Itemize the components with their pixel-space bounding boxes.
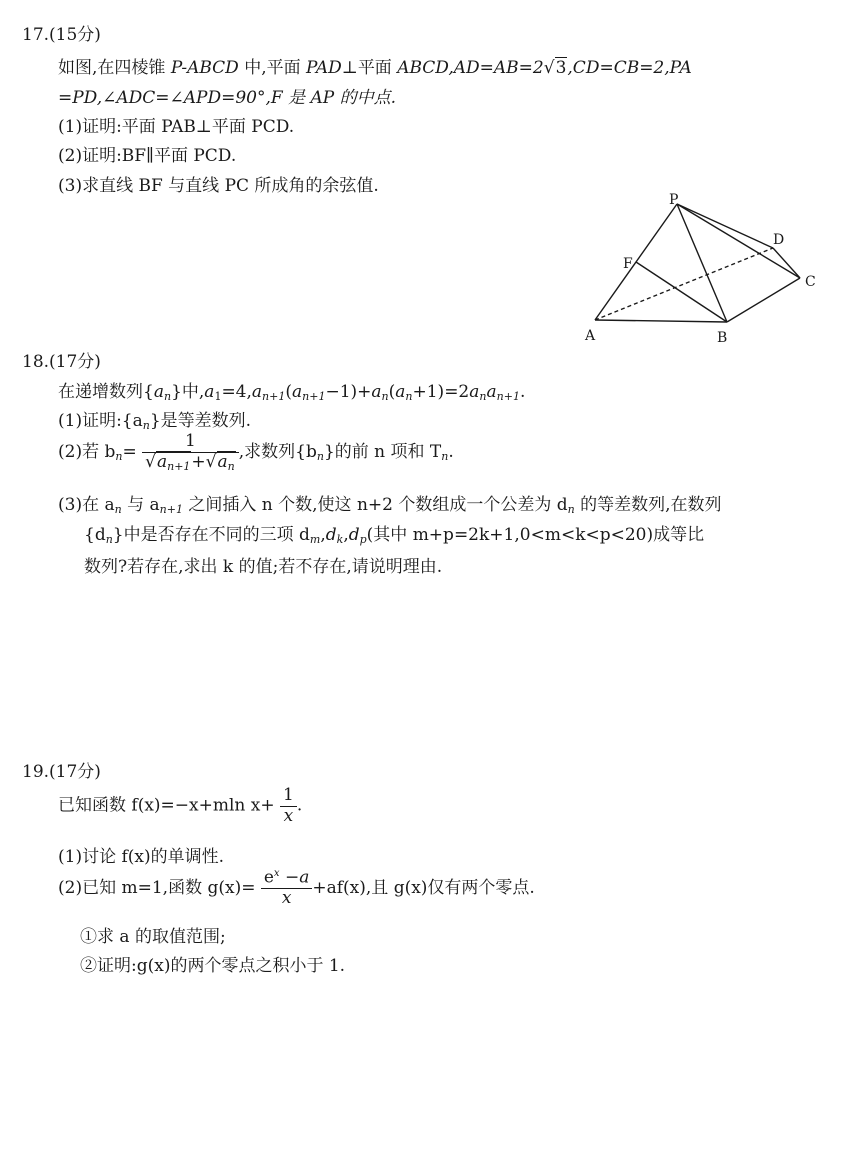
sub-n1: n+1 [167, 459, 191, 473]
sub-n: n [142, 419, 150, 432]
label-a: A [585, 328, 596, 344]
q19-stem-text: 已知函数 f(x)=−x+mln x+ [58, 795, 275, 816]
q18-fraction [142, 432, 239, 473]
q18-stem-text: }中, [171, 382, 205, 402]
period: . [296, 795, 303, 816]
q18-part1-tail: }是等差数列. [149, 411, 252, 431]
q18-a1-eq: =4, [221, 382, 252, 402]
label-p: P [669, 192, 679, 208]
pyramid-figure [575, 190, 835, 350]
q19-sub1: ①求 a 的取值范围; [80, 927, 226, 947]
q17-part3: (3)求直线 BF 与直线 PC 所成角的余弦值. [58, 176, 379, 196]
period: . [519, 382, 526, 402]
edge-ad-hidden [595, 248, 773, 320]
q18-part2-text: }的前 n 项和 T [323, 442, 442, 463]
q19-part1: (1)讨论 f(x)的单调性. [58, 847, 225, 867]
edge-ab [595, 320, 727, 322]
q18-part2-text: (2)若 b [58, 442, 116, 463]
sub-n1: n+1 [159, 503, 183, 516]
frac-numerator [261, 868, 313, 888]
q19-stem [58, 786, 302, 826]
q19-fraction [280, 786, 297, 826]
sub-n: n [479, 390, 487, 403]
q17-plane-pad: PAD [306, 58, 342, 78]
q18-part3-text: (3)在 a [58, 495, 115, 515]
eq-sign: = [122, 442, 137, 463]
q19-sub2: ②证明:g(x)的两个零点之积小于 1. [80, 956, 346, 976]
q18-stem-text: 在递增数列{ [58, 382, 154, 402]
var-a: a [371, 382, 382, 402]
q17-stem-text: 中,平面 [244, 58, 301, 78]
q17-lengths: ,AD=AB=2 [448, 58, 544, 78]
frac-numerator: 1 [283, 785, 294, 805]
q17-stem-line1 [58, 53, 692, 78]
period: . [448, 442, 454, 463]
segment-fb [636, 262, 727, 322]
q17-plane-abcd: ABCD [397, 58, 449, 78]
q18-part3-text: (其中 m+p=2k+1,0<m<k<p<20)成等比 [366, 525, 705, 545]
sub-n: n [163, 390, 172, 403]
exp-e: e [263, 867, 274, 888]
q17-part1: (1)证明:平面 PAB⊥平面 PCD. [58, 117, 295, 137]
var-a: a [486, 382, 497, 402]
q18-part3-text: }中是否存在不同的三项 d [112, 525, 310, 545]
var-a: a [251, 382, 263, 402]
q18-part2 [58, 432, 454, 473]
var-a: a [156, 451, 168, 472]
sub-n: n [316, 450, 324, 464]
q17-stem-text: 平面 [357, 58, 392, 78]
var-a: a [469, 382, 480, 402]
label-f: F [623, 256, 633, 272]
q17-sqrt3: 3 [555, 58, 567, 78]
edge-bc [727, 278, 800, 322]
q18-part3-line3: 数列?若存在,求出 k 的值;若不存在,请说明理由. [84, 557, 443, 577]
sqrt-symbol: √ [543, 58, 555, 78]
var-a: a [395, 382, 406, 402]
q18-score: (17分) [49, 352, 101, 372]
var-a: a [217, 451, 228, 472]
q17-part2: (2)证明:BF∥平面 PCD. [58, 146, 237, 166]
frac-denominator: x [280, 806, 297, 827]
sub-n: n [567, 503, 575, 516]
q18-part3-text: {d [84, 525, 106, 545]
sub-n: n [105, 533, 113, 546]
q18-part3-text: 的等差数列,在数列 [574, 495, 722, 515]
q19-part2-fraction [261, 868, 313, 909]
frac-numerator: 1 [185, 431, 196, 451]
edge-cd [773, 248, 800, 278]
label-b: B [717, 330, 728, 346]
sub-n: n [114, 503, 122, 516]
q17-stem-text: 如图,在四棱锥 [58, 58, 166, 78]
var-a: a [153, 382, 164, 402]
sub-n: n [405, 390, 413, 403]
q19-part2 [58, 868, 535, 909]
q19-part2-text: (2)已知 m=1,函数 g(x)= [58, 877, 256, 898]
q17-header [22, 20, 101, 45]
frac-denominator: x [261, 888, 313, 909]
sub-n1: n+1 [302, 390, 326, 403]
q18-part3-line2: $\{d_n\}$中是否存在不同的三项 $d_m,d_k,d_p$(其中 m+p=2k+1,0<m<k<p<20)成等比 [84, 525, 705, 546]
sub-n: n [381, 390, 389, 403]
edge-pd [677, 204, 773, 248]
q18-part3-line1 [58, 490, 722, 516]
sub-n: n [441, 450, 449, 464]
perp-symbol: ⊥ [341, 58, 358, 78]
q19-part2-text: +af(x),且 g(x)仅有两个零点. [312, 877, 535, 898]
var-a: a [292, 382, 303, 402]
q19-header [22, 757, 101, 782]
q19-score: (17分) [49, 762, 101, 782]
sub-m: m [309, 533, 321, 546]
q17-score: (15分) [49, 25, 101, 45]
q17-number: 17. [22, 25, 50, 45]
sub-n1: n+1 [496, 390, 520, 403]
sub-k: k [336, 533, 344, 546]
eq-part: +1)=2 [412, 382, 470, 402]
eq-part: ( [388, 382, 396, 402]
eq-part: ( [285, 382, 292, 402]
q19-number: 19. [22, 762, 50, 782]
minus-a: −a [279, 867, 310, 888]
sub-n1: n+1 [262, 390, 286, 403]
q18-part1-text: (1)证明:{a [58, 411, 143, 431]
q18-part3-text: 与 a [121, 495, 160, 515]
edge-pb [677, 204, 727, 322]
q18-part2-text: ,求数列{b [238, 442, 317, 463]
q17-stem-line2: =PD,∠ADC=∠APD=90°,F 是 AP 的中点. [58, 88, 397, 108]
sub-p: p [359, 533, 367, 546]
q18-header [22, 347, 101, 372]
var-a: a [204, 382, 215, 402]
q18-stem [58, 377, 525, 403]
q18-part1 [58, 406, 251, 432]
frac-denominator: $√a_{n+1}+√a_n$ [142, 452, 239, 474]
q17-pyramid: P-ABCD [170, 58, 239, 78]
label-c: C [805, 274, 816, 290]
q17-lengths-2: ,CD=CB=2,PA [567, 58, 692, 78]
label-d: D [773, 232, 785, 248]
sub-n: n [115, 450, 123, 464]
sub-1: 1 [214, 390, 222, 403]
eq-part: −1)+ [325, 382, 372, 402]
exp-x: x [273, 868, 280, 879]
q18-part3-text: 之间插入 n 个数,使这 n+2 个数组成一个公差为 d [182, 495, 568, 515]
sub-n: n [227, 459, 235, 473]
q18-number: 18. [22, 352, 50, 372]
